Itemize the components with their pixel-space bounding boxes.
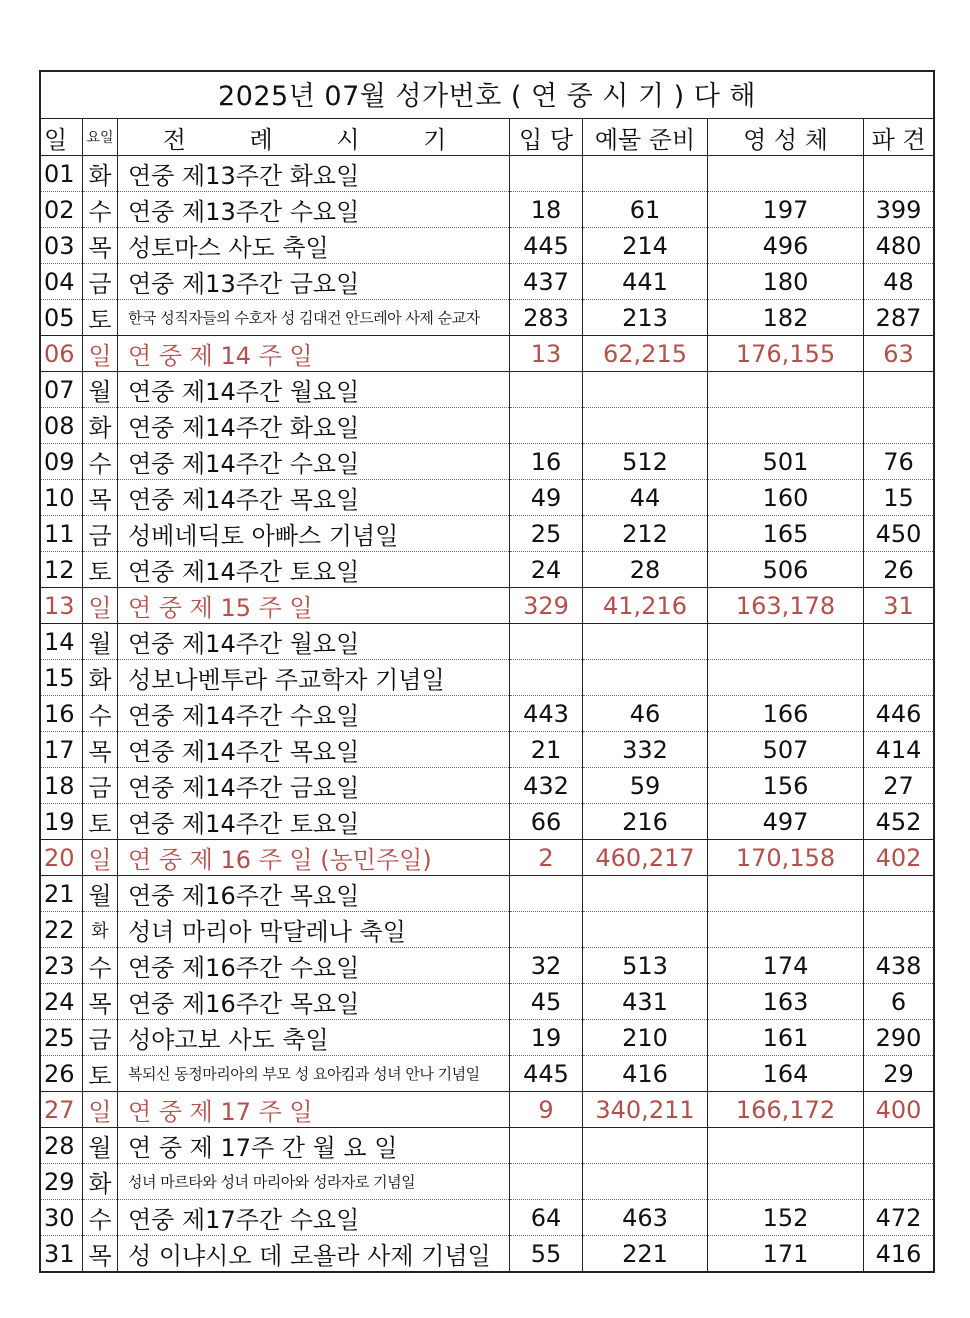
day-cell: 19 [41, 804, 83, 840]
offertory-cell: 214 [583, 228, 708, 264]
table-row [41, 768, 933, 804]
day-cell: 22 [41, 912, 83, 948]
header-offertory: 예물 준비 [583, 119, 708, 156]
liturgy-cell: 연중 제14주간 목요일 [118, 480, 510, 516]
table-row [41, 732, 933, 768]
communion-cell: 165 [708, 516, 864, 552]
offertory-cell: 513 [583, 948, 708, 984]
entrance-cell [510, 372, 583, 408]
liturgy-cell: 복되신 동정마리아의 부모 성 요아킴과 성녀 안나 기념일 [118, 1056, 510, 1092]
dismissal-cell: 287 [864, 300, 934, 336]
offertory-cell: 512 [583, 444, 708, 480]
weekday-cell: 수 [83, 948, 118, 984]
dismissal-cell [864, 660, 934, 696]
communion-cell: 160 [708, 480, 864, 516]
table-row [41, 300, 933, 336]
communion-cell [708, 660, 864, 696]
liturgy-cell: 연중 제14주간 화요일 [118, 408, 510, 444]
communion-cell [708, 408, 864, 444]
day-cell: 09 [41, 444, 83, 480]
table-row [41, 912, 933, 948]
liturgy-cell: 연중 제16주간 목요일 [118, 876, 510, 912]
communion-cell: 171 [708, 1236, 864, 1272]
communion-cell: 497 [708, 804, 864, 840]
dismissal-cell: 27 [864, 768, 934, 804]
weekday-cell: 금 [83, 768, 118, 804]
offertory-cell [583, 912, 708, 948]
day-cell: 14 [41, 624, 83, 660]
day-cell: 24 [41, 984, 83, 1020]
header-weekday: 요일 [83, 119, 118, 156]
day-cell: 18 [41, 768, 83, 804]
dismissal-cell: 446 [864, 696, 934, 732]
dismissal-cell [864, 372, 934, 408]
communion-cell: 501 [708, 444, 864, 480]
offertory-cell: 59 [583, 768, 708, 804]
table-row [41, 336, 933, 372]
day-cell: 23 [41, 948, 83, 984]
liturgy-cell: 연 중 제 16 주 일 (농민주일) [118, 840, 510, 876]
dismissal-cell: 472 [864, 1200, 934, 1236]
liturgy-cell: 연중 제13주간 수요일 [118, 192, 510, 228]
dismissal-cell: 63 [864, 336, 934, 372]
weekday-cell: 수 [83, 444, 118, 480]
day-cell: 04 [41, 264, 83, 300]
weekday-cell: 금 [83, 1020, 118, 1056]
entrance-cell [510, 1128, 583, 1164]
dismissal-cell: 6 [864, 984, 934, 1020]
liturgy-cell: 연 중 제 14 주 일 [118, 336, 510, 372]
communion-cell [708, 1164, 864, 1200]
liturgy-cell: 성녀 마르타와 성녀 마리아와 성라자로 기념일 [118, 1164, 510, 1200]
communion-cell: 197 [708, 192, 864, 228]
offertory-cell [583, 624, 708, 660]
weekday-cell: 월 [83, 624, 118, 660]
weekday-cell: 목 [83, 480, 118, 516]
entrance-cell [510, 660, 583, 696]
communion-cell: 166,172 [708, 1092, 864, 1128]
table-row [41, 408, 933, 444]
offertory-cell [583, 1164, 708, 1200]
liturgy-cell: 한국 성직자들의 수호자 성 김대건 안드레아 사제 순교자 [118, 300, 510, 336]
liturgy-cell: 연 중 제 15 주 일 [118, 588, 510, 624]
dismissal-cell: 400 [864, 1092, 934, 1128]
weekday-cell: 화 [83, 408, 118, 444]
day-cell: 13 [41, 588, 83, 624]
weekday-cell: 토 [83, 1056, 118, 1092]
weekday-cell: 월 [83, 372, 118, 408]
offertory-cell: 441 [583, 264, 708, 300]
entrance-cell: 19 [510, 1020, 583, 1056]
liturgy-cell: 성베네딕토 아빠스 기념일 [118, 516, 510, 552]
liturgy-cell: 연중 제14주간 금요일 [118, 768, 510, 804]
header-entrance: 입 당 [510, 119, 583, 156]
table-row [41, 516, 933, 552]
communion-cell: 176,155 [708, 336, 864, 372]
dismissal-cell: 29 [864, 1056, 934, 1092]
table-row [41, 804, 933, 840]
header-dismissal: 파 견 [864, 119, 934, 156]
day-cell: 15 [41, 660, 83, 696]
communion-cell [708, 1128, 864, 1164]
day-cell: 28 [41, 1128, 83, 1164]
dismissal-cell [864, 408, 934, 444]
entrance-cell: 13 [510, 336, 583, 372]
communion-cell [708, 876, 864, 912]
liturgy-cell: 연 중 제 17 주 일 [118, 1092, 510, 1128]
weekday-cell: 토 [83, 552, 118, 588]
liturgy-cell: 성 이냐시오 데 로욜라 사제 기념일 [118, 1236, 510, 1272]
weekday-cell: 수 [83, 192, 118, 228]
offertory-cell: 463 [583, 1200, 708, 1236]
weekday-cell: 수 [83, 696, 118, 732]
weekday-cell: 목 [83, 732, 118, 768]
day-cell: 11 [41, 516, 83, 552]
table-row [41, 156, 933, 192]
communion-cell: 156 [708, 768, 864, 804]
day-cell: 05 [41, 300, 83, 336]
liturgy-cell: 연중 제14주간 수요일 [118, 444, 510, 480]
table-row [41, 264, 933, 300]
dismissal-cell: 402 [864, 840, 934, 876]
table-row [41, 1092, 933, 1128]
dismissal-cell: 48 [864, 264, 934, 300]
communion-cell: 163 [708, 984, 864, 1020]
day-cell: 17 [41, 732, 83, 768]
weekday-cell: 금 [83, 516, 118, 552]
day-cell: 26 [41, 1056, 83, 1092]
header-day: 일 [41, 119, 83, 156]
day-cell: 30 [41, 1200, 83, 1236]
offertory-cell: 210 [583, 1020, 708, 1056]
entrance-cell: 32 [510, 948, 583, 984]
communion-cell: 496 [708, 228, 864, 264]
weekday-cell: 일 [83, 336, 118, 372]
offertory-cell: 332 [583, 732, 708, 768]
communion-cell [708, 912, 864, 948]
communion-cell [708, 624, 864, 660]
communion-cell: 152 [708, 1200, 864, 1236]
entrance-cell: 55 [510, 1236, 583, 1272]
table-row [41, 1164, 933, 1200]
entrance-cell: 283 [510, 300, 583, 336]
dismissal-cell: 26 [864, 552, 934, 588]
weekday-cell: 일 [83, 588, 118, 624]
header-liturgy: 전 례 시 기 [118, 119, 510, 156]
weekday-cell: 목 [83, 1236, 118, 1272]
day-cell: 27 [41, 1092, 83, 1128]
offertory-cell [583, 876, 708, 912]
dismissal-cell [864, 1128, 934, 1164]
liturgy-cell: 성녀 마리아 막달레나 축일 [118, 912, 510, 948]
liturgy-cell: 성보나벤투라 주교학자 기념일 [118, 660, 510, 696]
liturgy-cell: 연 중 제 17주 간 월 요 일 [118, 1128, 510, 1164]
entrance-cell: 329 [510, 588, 583, 624]
dismissal-cell: 414 [864, 732, 934, 768]
day-cell: 20 [41, 840, 83, 876]
entrance-cell: 24 [510, 552, 583, 588]
entrance-cell: 432 [510, 768, 583, 804]
entrance-cell [510, 156, 583, 192]
entrance-cell: 21 [510, 732, 583, 768]
table-row [41, 840, 933, 876]
header-communion: 영 성 체 [708, 119, 864, 156]
table-row [41, 552, 933, 588]
table-row [41, 372, 933, 408]
dismissal-cell: 399 [864, 192, 934, 228]
communion-cell: 180 [708, 264, 864, 300]
dismissal-cell: 480 [864, 228, 934, 264]
day-cell: 10 [41, 480, 83, 516]
offertory-cell [583, 1128, 708, 1164]
entrance-cell [510, 624, 583, 660]
dismissal-cell: 452 [864, 804, 934, 840]
entrance-cell: 66 [510, 804, 583, 840]
offertory-cell: 41,216 [583, 588, 708, 624]
offertory-cell [583, 372, 708, 408]
liturgy-cell: 연중 제14주간 목요일 [118, 732, 510, 768]
table-row [41, 1128, 933, 1164]
communion-cell: 182 [708, 300, 864, 336]
liturgy-cell: 연중 제14주간 토요일 [118, 552, 510, 588]
weekday-cell: 금 [83, 264, 118, 300]
entrance-cell [510, 876, 583, 912]
entrance-cell: 437 [510, 264, 583, 300]
weekday-cell: 일 [83, 840, 118, 876]
weekday-cell: 화 [83, 1164, 118, 1200]
dismissal-cell: 416 [875, 1239, 922, 1268]
day-cell: 25 [41, 1020, 83, 1056]
offertory-cell: 213 [583, 300, 708, 336]
day-cell: 16 [41, 696, 83, 732]
liturgy-cell: 연중 제14주간 월요일 [118, 372, 510, 408]
offertory-cell: 216 [583, 804, 708, 840]
table-row [41, 624, 933, 660]
liturgy-cell: 연중 제16주간 목요일 [118, 984, 510, 1020]
weekday-cell: 토 [83, 804, 118, 840]
day-cell: 03 [41, 228, 83, 264]
day-cell: 08 [41, 408, 83, 444]
weekday-cell: 목 [83, 984, 118, 1020]
table-row [41, 696, 933, 732]
dismissal-cell: 15 [864, 480, 934, 516]
liturgy-cell: 연중 제14주간 월요일 [118, 624, 510, 660]
entrance-cell: 9 [510, 1092, 583, 1128]
dismissal-cell [864, 1164, 934, 1200]
table-row [41, 1236, 933, 1272]
hymn-schedule-sheet [39, 70, 935, 1273]
entrance-cell: 18 [510, 192, 583, 228]
liturgy-cell: 연중 제14주간 수요일 [118, 696, 510, 732]
liturgy-cell: 연중 제17주간 수요일 [118, 1200, 510, 1236]
table-row [41, 876, 933, 912]
entrance-cell: 25 [510, 516, 583, 552]
page-title: 2025년 07월 성가번호 ( 연 중 시 기 ) 다 해 [41, 72, 933, 119]
entrance-cell: 45 [510, 984, 583, 1020]
weekday-cell: 화 [83, 156, 118, 192]
weekday-cell: 월 [83, 876, 118, 912]
dismissal-cell: 450 [864, 516, 934, 552]
liturgy-cell: 성야고보 사도 축일 [118, 1020, 510, 1056]
weekday-cell: 일 [83, 1092, 118, 1128]
entrance-cell [510, 1164, 583, 1200]
communion-cell [708, 156, 864, 192]
table-row [41, 984, 933, 1020]
table-row [41, 660, 933, 696]
entrance-cell: 49 [510, 480, 583, 516]
liturgy-cell: 연중 제14주간 토요일 [118, 804, 510, 840]
offertory-cell: 460,217 [583, 840, 708, 876]
offertory-cell [583, 408, 708, 444]
liturgy-cell: 연중 제13주간 금요일 [118, 264, 510, 300]
offertory-cell: 44 [583, 480, 708, 516]
day-cell: 07 [41, 372, 83, 408]
table-row [41, 1020, 933, 1056]
communion-cell: 163,178 [708, 588, 864, 624]
weekday-cell: 목 [83, 228, 118, 264]
table-row [41, 444, 933, 480]
entrance-cell [510, 912, 583, 948]
table-row [41, 480, 933, 516]
table-row [41, 1200, 933, 1236]
offertory-cell: 61 [583, 192, 708, 228]
entrance-cell [510, 408, 583, 444]
offertory-cell: 221 [583, 1236, 708, 1272]
communion-cell: 166 [708, 696, 864, 732]
offertory-cell: 431 [583, 984, 708, 1020]
offertory-cell: 62,215 [583, 336, 708, 372]
communion-cell: 161 [708, 1020, 864, 1056]
table-row [41, 228, 933, 264]
offertory-cell [583, 660, 708, 696]
offertory-cell: 46 [583, 696, 708, 732]
offertory-cell [583, 156, 708, 192]
offertory-cell: 28 [583, 552, 708, 588]
day-cell: 12 [41, 552, 83, 588]
day-cell: 02 [41, 192, 83, 228]
dismissal-cell [864, 912, 934, 948]
dismissal-cell [864, 624, 934, 660]
offertory-cell: 340,211 [583, 1092, 708, 1128]
table-body [41, 156, 933, 1272]
table-row [41, 948, 933, 984]
entrance-cell: 443 [510, 696, 583, 732]
entrance-cell: 2 [510, 840, 583, 876]
day-cell: 21 [41, 876, 83, 912]
day-cell: 29 [41, 1164, 83, 1200]
liturgy-cell: 연중 제13주간 화요일 [118, 156, 510, 192]
liturgy-cell: 성토마스 사도 축일 [118, 228, 510, 264]
communion-cell: 174 [708, 948, 864, 984]
weekday-cell: 화 [83, 660, 118, 696]
communion-cell: 170,158 [708, 840, 864, 876]
dismissal-cell: 76 [864, 444, 934, 480]
table-row [41, 192, 933, 228]
weekday-cell: 화 [83, 912, 118, 948]
offertory-cell: 212 [583, 516, 708, 552]
table-row [41, 588, 933, 624]
communion-cell: 507 [708, 732, 864, 768]
communion-cell: 506 [708, 552, 864, 588]
day-cell: 31 [41, 1236, 83, 1272]
entrance-cell: 445 [510, 1056, 583, 1092]
table-row [41, 1056, 933, 1092]
table-header-row [41, 119, 933, 156]
dismissal-cell: 438 [864, 948, 934, 984]
weekday-cell: 월 [83, 1128, 118, 1164]
entrance-cell: 64 [510, 1200, 583, 1236]
dismissal-cell: 290 [864, 1020, 934, 1056]
communion-cell: 164 [708, 1056, 864, 1092]
day-cell: 06 [41, 336, 83, 372]
entrance-cell: 16 [510, 444, 583, 480]
weekday-cell: 토 [83, 300, 118, 336]
dismissal-cell [864, 876, 934, 912]
offertory-cell: 416 [583, 1056, 708, 1092]
communion-cell [708, 372, 864, 408]
hymn-table [41, 119, 933, 1271]
dismissal-cell: 31 [864, 588, 934, 624]
dismissal-cell [864, 156, 934, 192]
weekday-cell: 수 [83, 1200, 118, 1236]
liturgy-cell: 연중 제16주간 수요일 [118, 948, 510, 984]
entrance-cell: 445 [510, 228, 583, 264]
day-cell: 01 [41, 156, 83, 192]
